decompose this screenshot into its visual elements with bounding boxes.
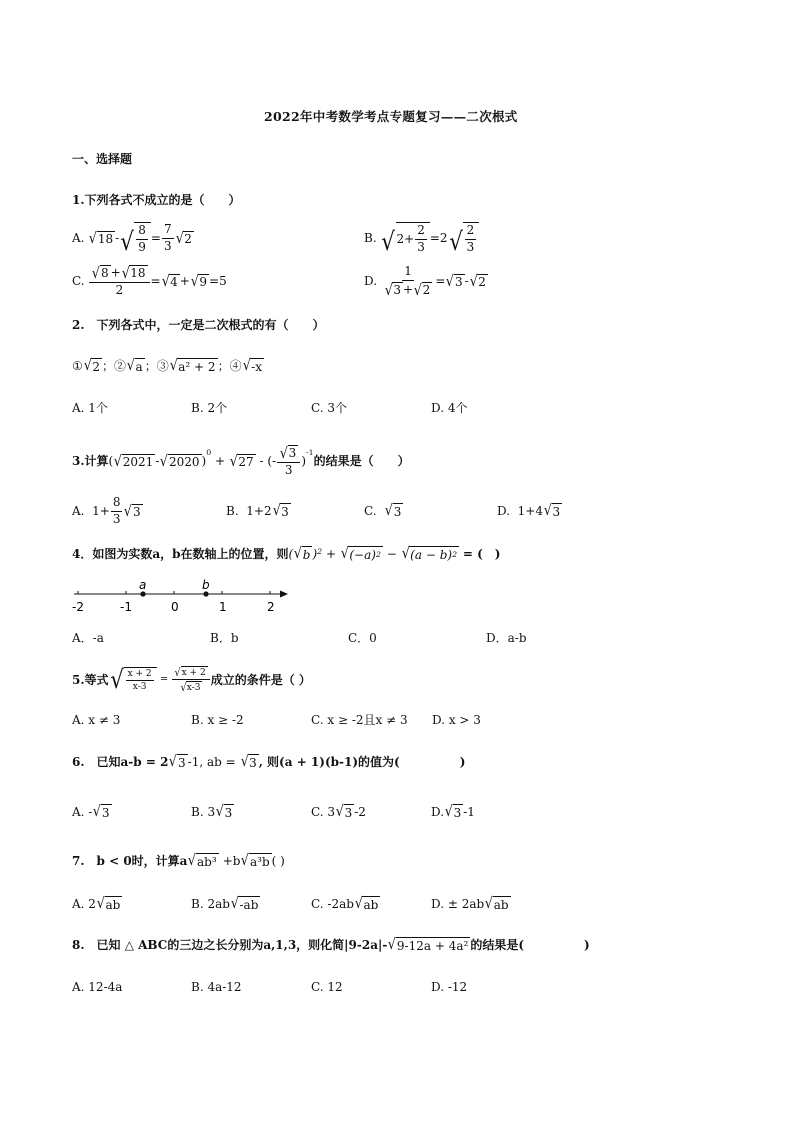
q3-option-d: D. 1+4 √ 3 — [497, 501, 561, 519]
q4-pre: 4．如图为实数a，b在数轴上的位置，则 — [72, 546, 289, 561]
q3-a-r: 3 — [133, 505, 141, 520]
tick-label-neg2: -2 — [72, 600, 84, 614]
q4-rab: (a − b) — [410, 547, 453, 562]
q1-c-den: 2 — [115, 282, 124, 297]
q6-mid: -1, ab = — [187, 754, 236, 769]
tick-label-neg1: -1 — [120, 600, 132, 614]
q2-option-c: C. 3个 — [311, 401, 348, 415]
point-a-dot — [140, 591, 145, 596]
q2-option-a: A. 1个 — [72, 401, 108, 415]
q7-c-label: C. -2ab — [311, 896, 354, 911]
q1-d-rad3: 3 — [393, 282, 402, 297]
q1-b-num: 2 — [415, 224, 427, 240]
q4-option-d: D．a-b — [486, 631, 527, 645]
page-title: 2022年中考数学考点专题复习——二次根式 — [264, 109, 518, 124]
q3-pre: 3.计算 — [72, 454, 109, 469]
q7-mid: +b — [222, 853, 241, 868]
q1-b-rden: 3 — [466, 239, 475, 254]
q1-c-label: C. — [72, 274, 85, 289]
q3-c-label: C. — [364, 503, 377, 518]
q6-pre: 6. 已知a-b = 2 — [72, 754, 169, 769]
q3-option-c: C. √ 3 — [364, 501, 402, 519]
q8-pre: 8. 已知 △ ABC的三边之长分别为a,1,3，则化简|9-2a|- — [72, 937, 388, 952]
tick-label-0: 0 — [171, 600, 179, 614]
q2-e1: ① — [72, 358, 83, 373]
q2-e4: ；④ — [217, 358, 242, 373]
q3-a-1: 1+ — [92, 504, 110, 519]
q1-a-den9: 9 — [138, 239, 146, 254]
q3-option-b: B. 1+2 √ 3 — [226, 501, 289, 519]
q7-option-d: D. ± 2ab √ ab — [431, 894, 509, 912]
q6-c-post: -2 — [354, 804, 366, 819]
q7-stem: 7. b < 0时，计算a √ ab³ +b √ a³b ( ) — [72, 851, 285, 869]
q2-option-b: B. 2个 — [191, 401, 228, 415]
q6-b-r: 3 — [224, 805, 233, 820]
q6-d-r: 3 — [453, 805, 462, 820]
q1-a-num7: 7 — [162, 223, 174, 239]
q7-b-label: B. 2ab — [191, 896, 230, 911]
q4-rnega: (−a) — [349, 547, 376, 562]
q7-r1: ab³ — [197, 854, 217, 869]
q1-b-eq: =2 — [429, 231, 448, 246]
q7-a-label: A. 2 — [72, 896, 96, 911]
q4-rb: b — [302, 547, 311, 562]
q5-num: x + 2 — [126, 669, 154, 681]
q2-r4: -x — [251, 359, 262, 374]
q7-post: ( ) — [271, 853, 285, 868]
number-line-arrow — [280, 591, 288, 598]
point-a-label: a — [139, 578, 147, 592]
q6-option-c: C. 3 √ 3 -2 — [311, 802, 366, 820]
q1-d-label: D. — [364, 274, 378, 289]
q7-pre: 7. b < 0时，计算a — [72, 853, 188, 868]
q5-pre: 5.等式 — [72, 672, 109, 687]
q1-d-rr3: 3 — [454, 275, 463, 290]
q1-c-rad8: 8 — [100, 266, 109, 280]
q6-a-label: A. - — [72, 804, 93, 819]
q2-stem: 2. 下列各式中，一定是二次根式的有（ ） — [72, 318, 325, 332]
q5-option-b: B. x ≥ -2 — [191, 713, 244, 727]
q2-e2: ；② — [101, 358, 126, 373]
q1-b-den: 3 — [417, 239, 425, 254]
q1-a-label: A. — [72, 231, 85, 246]
q3-option-a: A. 1+ $\frac{8}{3}$ √ 3 — [72, 495, 141, 526]
q4-stem: 4．如图为实数a，b在数轴上的位置，则 ( √ b ) 2 + √ (−a) 2 − √ (a − b) 2 = ( ) — [72, 544, 501, 562]
q6-c-label: C. 3 — [311, 804, 336, 819]
q5-option-d: D. x > 3 — [432, 713, 481, 727]
q5-den: x-3 — [132, 682, 147, 693]
q3-fden: 3 — [284, 462, 293, 477]
q1-b-rnum: 2 — [465, 224, 477, 240]
q1-a-den3: 3 — [163, 238, 172, 253]
q1-option-a: A. √ 18 - √ $\frac{8}{9}$ = $\frac{7}{3}$ √ 2 — [72, 222, 192, 257]
q2-r3: a² + 2 — [178, 359, 216, 374]
q1-c-res: =5 — [209, 274, 227, 289]
q1-c-rad9: 9 — [199, 275, 208, 290]
point-b-dot — [203, 591, 208, 596]
q7-c-r: ab — [363, 897, 379, 912]
q3-r2021: 2021 — [122, 455, 154, 470]
q1-b-label: B. — [364, 231, 377, 246]
q3-d-val: 1+4 — [517, 503, 543, 518]
q7-b-r: -ab — [239, 897, 259, 912]
q6-stem: 6. 已知a-b = 2 √ 3 -1, ab = √ 3 , 则(a + 1)(b-1)的值为( ) — [72, 752, 466, 770]
q3-b-r: 3 — [281, 504, 289, 519]
q6-option-d: D. √ 3 -1 — [431, 802, 475, 820]
number-line-figure — [68, 574, 298, 618]
q6-d-label: D. — [431, 804, 445, 819]
q4-option-c: C．0 — [348, 631, 377, 645]
tick-label-2: 2 — [267, 600, 275, 614]
q5-den2: x-3 — [186, 683, 201, 694]
q3-stem: 3.计算 ( √ 2021 - √ 2020 ) $^0$ + √ 27 - (- √ 3 3 ) $^{-1}$ 的结果是（ ） — [72, 443, 410, 477]
q3-exp0: 0 — [206, 448, 212, 457]
q1-b-2: 2 — [396, 232, 405, 247]
q7-option-c: C. -2ab √ ab — [311, 894, 379, 912]
q7-d-label: D. ± 2ab — [431, 896, 485, 911]
q3-d-label: D. — [497, 503, 511, 518]
q1-stem: 1.下列各式不成立的是（ ） — [72, 193, 241, 207]
tick-label-1: 1 — [219, 600, 227, 614]
q6-d-post: -1 — [463, 804, 475, 819]
q1-option-c: C. √ 8 + √ 18 2 = √ 4 + √ 9 =5 — [72, 263, 227, 297]
section-heading: 一、选择题 — [72, 152, 133, 166]
q2-r1: 2 — [92, 359, 100, 374]
q5-option-c: C. x ≥ -2且x ≠ 3 — [311, 713, 408, 727]
q5-eq: = — [159, 673, 169, 685]
q3-a-num: 8 — [111, 496, 123, 512]
q1-option-d: D. 1 √ 3 + √ 2 = √ 3 - √ 2 — [364, 264, 486, 299]
q5-option-a: A. x ≠ 3 — [72, 713, 121, 727]
q1-a-rad2: 2 — [184, 232, 192, 247]
q4-option-b: B．b — [210, 631, 239, 645]
q6-r1: 3 — [178, 755, 186, 770]
q7-option-b: B. 2ab √ -ab — [191, 894, 259, 912]
q1-d-rr2: 2 — [478, 275, 486, 290]
q1-a-num8: 8 — [136, 224, 148, 240]
q8-option-d: D. -12 — [431, 980, 468, 994]
q7-a-r: ab — [105, 897, 121, 912]
q2-e3: ；③ — [144, 358, 169, 373]
q3-r2020: 2020 — [168, 455, 200, 470]
q7-r2: a³b — [250, 854, 270, 869]
q1-option-b: B. √ 2 + $\frac{2}{3}$ =2 √ $\frac{2}{3}$ — [364, 222, 479, 255]
q6-b-label: B. 3 — [191, 804, 216, 819]
q3-c-r: 3 — [393, 504, 402, 519]
q1-d-rad2: 2 — [422, 282, 431, 297]
q3-fnum: 3 — [288, 446, 297, 460]
q8-option-a: A. 12-4a — [72, 980, 123, 994]
q1-c-rad18: 18 — [130, 266, 146, 280]
q2-option-d: D. 4个 — [431, 401, 468, 415]
q8-post: 的结果是( ) — [470, 937, 590, 952]
q8-stem: 8. 已知 △ ABC的三边之长分别为a,1,3，则化简|9-2a|- √ 9-12a + 4a² 的结果是( ) — [72, 935, 590, 953]
q6-c-r: 3 — [344, 805, 353, 820]
q5-stem: 5.等式 √ $\frac{x + 2}{x-3}$ = √ x + 2 √ x-3 成立的条件是（ ） — [72, 665, 311, 695]
q6-post: , 则(a + 1)(b-1)的值为( ) — [258, 754, 466, 769]
q3-d-r: 3 — [552, 504, 561, 519]
q5-post: 成立的条件是（ ） — [210, 672, 311, 687]
q6-option-a: A. - √ 3 — [72, 802, 110, 820]
q7-d-r: ab — [493, 897, 509, 912]
point-b-label: b — [202, 578, 210, 592]
q2-r2: a — [135, 359, 143, 374]
q6-a-r: 3 — [101, 805, 110, 820]
q3-expneg1: -1 — [306, 448, 314, 457]
q1-a-rad18: 18 — [97, 232, 114, 247]
q6-option-b: B. 3 √ 3 — [191, 802, 233, 820]
q3-r27: 27 — [238, 455, 254, 470]
q1-d-num: 1 — [402, 265, 414, 281]
q3-a-label: A. — [72, 504, 85, 519]
q3-b-val: 1+2 — [246, 503, 272, 518]
q8-option-c: C. 12 — [311, 980, 343, 994]
q2-expressions: ① √ 2 ；② √ a ；③ √ a² + 2 ；④ √ -x — [72, 356, 262, 374]
q3-a-den: 3 — [112, 511, 121, 526]
q4-post: = ( ) — [462, 546, 501, 561]
q7-option-a: A. 2 √ ab — [72, 894, 121, 912]
q1-c-rad4: 4 — [170, 275, 178, 290]
q3-post: 的结果是（ ） — [313, 454, 410, 469]
q5-num2: x + 2 — [181, 668, 206, 678]
q4-option-a: A．-a — [72, 631, 104, 645]
q3-b-label: B. — [226, 503, 239, 518]
q8-option-b: B. 4a-12 — [191, 980, 242, 994]
q8-r: 9-12a + 4a² — [396, 938, 469, 953]
q6-r2: 3 — [249, 755, 257, 770]
